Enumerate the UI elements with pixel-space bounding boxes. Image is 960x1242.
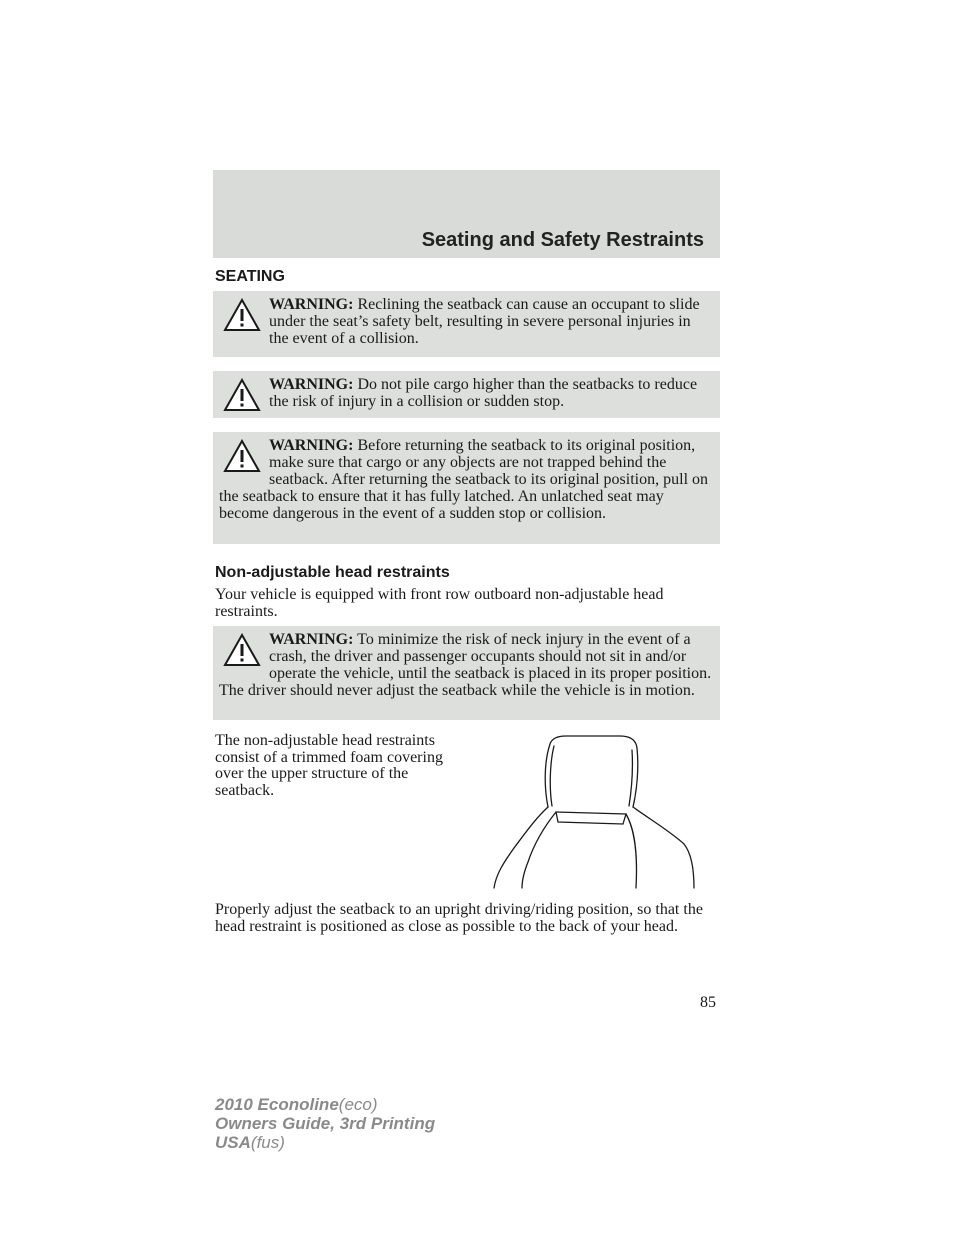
- adjust-paragraph: Properly adjust the seatback to an upright driving/riding position, so that the head restraint is positioned as close as possible to the back of your head.: [215, 901, 703, 935]
- footer-guide: Owners Guide, 3rd Printing: [215, 1114, 436, 1133]
- warning-box-2: [213, 371, 720, 418]
- section-heading: SEATING: [215, 268, 285, 285]
- warning-box-3: [213, 432, 720, 544]
- warning-label: WARNING:: [269, 631, 354, 648]
- warning-text: Before returning the seatback to its original position, make sure that cargo or any objects are not trapped behind the seatback. After returning the seatback to its original position, pull on the seatback to ensure that it has fully latched. An unlatched seat may become dangerous in the event of a sudden stop or collision.: [219, 437, 709, 522]
- footer-model-code: (eco): [338, 1095, 378, 1114]
- warning-triangle-icon: [223, 298, 261, 332]
- chapter-header-band: [213, 170, 720, 258]
- footer-imprint: [215, 1095, 435, 1152]
- page-number: 85: [700, 994, 716, 1011]
- warning-triangle-icon: [223, 633, 261, 667]
- warning-triangle-icon: [223, 378, 261, 412]
- warning-text: To minimize the risk of neck injury in the event of a crash, the driver and passenger occupants should not sit in and/or operate the vehicle, until the seatback is placed in its proper position. The driver should never adjust the seatback while the vehicle is in motion.: [219, 631, 712, 699]
- description-paragraph: The non-adjustable head restraints consist of a trimmed foam covering over the upper structure of the seatback.: [215, 732, 443, 799]
- warning-box-1: [213, 291, 720, 357]
- warning-box-4: [213, 626, 720, 720]
- warning-label: WARNING:: [269, 437, 354, 454]
- head-restraint-illustration: [486, 732, 702, 892]
- warning-triangle-icon: [223, 439, 261, 473]
- warning-label: WARNING:: [269, 376, 354, 393]
- chapter-title: Seating and Safety Restraints: [421, 229, 704, 251]
- sub-heading: Non-adjustable head restraints: [215, 564, 450, 581]
- warning-text: Do not pile cargo higher than the seatbacks to reduce the risk of injury in a collision or sudden stop.: [269, 376, 698, 410]
- warning-text: Reclining the seatback can cause an occupant to slide under the seat’s safety belt, resulting in severe personal injuries in the event of a collision.: [269, 296, 700, 347]
- intro-paragraph: Your vehicle is equipped with front row outboard non-adjustable head restraints.: [215, 586, 664, 620]
- footer-market-code: (fus): [250, 1133, 285, 1152]
- footer-market: USA: [215, 1133, 251, 1152]
- footer-model: 2010 Econoline: [215, 1095, 339, 1114]
- warning-label: WARNING:: [269, 296, 354, 313]
